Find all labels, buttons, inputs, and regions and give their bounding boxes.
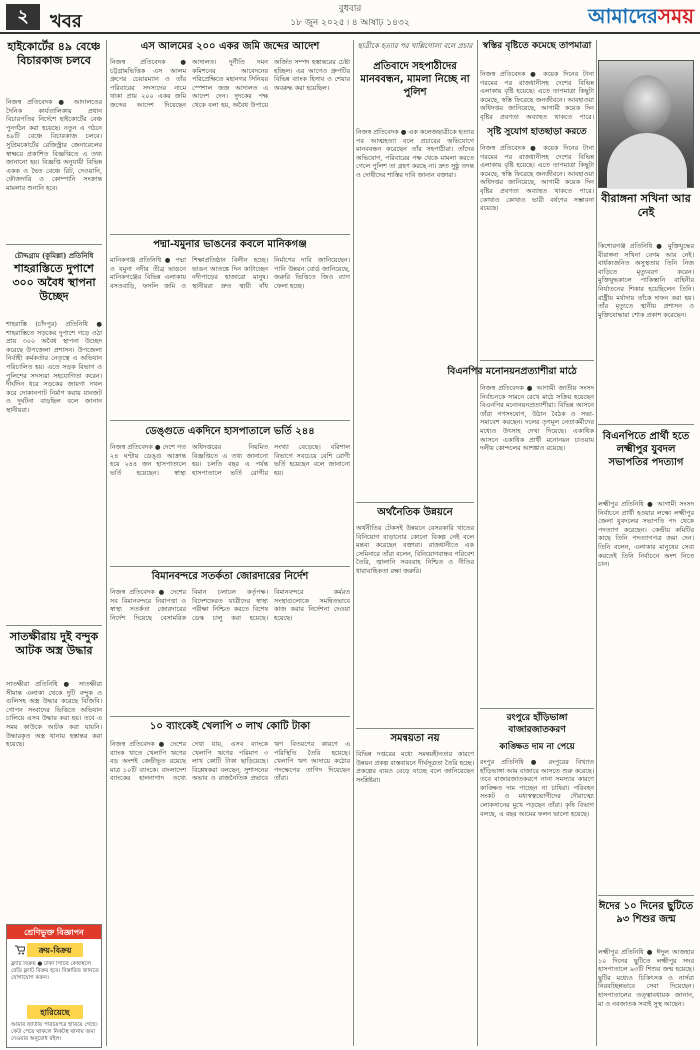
article-body: রংপুর প্রতিনিধি ● রংপুরের বিখ্যাত হাঁড়িভাঙ্গা আম বাজারে আসতে শুরু করেছে। তবে বাজারজাতকরণে নানা সমস্যার কারণে কাঙ্ক্ষিত দাম পাচ্ছেন না চাষিরা। পরিবহন সংকট ও মধ্যস্বত্বভোগীদের দৌরাত্ম্যে লোকসানের মুখে পড়ছেন তাঁরা। কৃষি বিভাগ বলছে, এ বছর আমের ফলন ভালো হয়েছে। xyxy=(480,758,594,818)
article-body: নিজস্ব প্রতিবেদক ● দেশের সব বিমানবন্দরে নিরাপত্তা ও স্বাস্থ্য সতর্কতা জোরদারের নির্দেশ দিয়েছে বেসামরিক বিমান চলাচল কর্তৃপক্ষ। বিদেশফেরত যাত্রীদের স্বাস্থ্য পরীক্ষা নিশ্চিত করতে বিশেষ ডেস্ক চালু করা হয়েছে। বিমানবন্দরে কর্মরত সংস্থাগুলোকে সমন্বিতভাবে কাজ করার নির্দেশনা দেওয়া হয়েছে। xyxy=(110,588,350,622)
section-title: খবর xyxy=(50,11,82,32)
classified-section-label: হারিয়েছে xyxy=(27,1005,83,1019)
divider xyxy=(480,360,594,361)
divider xyxy=(6,244,102,245)
divider xyxy=(356,502,474,503)
divider xyxy=(110,420,350,421)
article-body: কিশোরগঞ্জ প্রতিনিধি ● মুক্তিযুদ্ধের বীরাঙ্গনা সখিনা বেগম আর নেই। বার্ধক্যজনিত অসুস্থতায় তিনি নিজ বাড়িতে মৃত্যুবরণ করেন। মুক্তিযুদ্ধকালে পাকিস্তানি বাহিনীর নির্যাতনের শিকার হয়েছিলেন তিনি। রাষ্ট্রীয় মর্যাদায় তাঁকে দাফন করা হয়। তাঁর মৃত্যুতে স্থানীয় প্রশাসন ও মুক্তিযোদ্ধারা শোক প্রকাশ করেছেন। xyxy=(598,242,694,319)
article-headline[interactable]: হাইকোর্টের ৪৯ বেঞ্চে বিচারকাজ চলবে xyxy=(7,40,101,67)
article-headline[interactable]: স্বস্তির বৃষ্টিতে কমেছে তাপমাত্রা xyxy=(482,41,592,51)
article-body: লক্ষ্মীপুর প্রতিনিধি ● ঈদুল আজহার ১০ দিনের ছুটিতে লক্ষ্মীপুর সদর হাসপাতালে ৯৩টি শিশুর জন্ম হয়েছে। ছুটির মধ্যেও চিকিৎসক ও নার্সরা নিরবচ্ছিন্নভাবে সেবা দিয়েছেন। হাসপাতালের তত্ত্বাবধায়ক জানান, মা ও নবজাতক সবাই সুস্থ আছেন। xyxy=(598,948,694,1008)
classified-section-label: ক্রয়-বিক্রয় xyxy=(27,943,83,957)
article-headline[interactable]: বীরাঙ্গনা সখিনা আর নেই xyxy=(601,192,691,219)
date: ১৮ জুন ২০২৫ ৷ ৪ আষাঢ় ১৪৩২ xyxy=(290,18,410,28)
article-body: নিজস্ব প্রতিবেদক ● দেশের ব্যাংক খাতে খেলাপি ঋণের বড় অংশই কেন্দ্রীভূত রয়েছে মাত্র ১০টি ব্যাংকে। বাংলাদেশ ব্যাংকের হালনাগাদ তথ্যে দেখা যায়, এসব ব্যাংকে খেলাপি ঋণের পরিমাণ ৩ লাখ কোটি টাকা ছাড়িয়েছে। বিশ্লেষকরা বলছেন, সুশাসনের অভাব ও রাজনৈতিক প্রভাবে ঋণ বিতরণের কারণে এ পরিস্থিতি তৈরি হয়েছে। খেলাপি ঋণ আদায়ে কঠোর পদক্ষেপের তাগিদ দিয়েছেন তাঁরা। xyxy=(110,740,350,783)
article-headline[interactable]: ১০ ব্যাংকেই খেলাপি ৩ লাখ কোটি টাকা xyxy=(149,721,311,732)
column-divider xyxy=(477,40,478,1046)
article-body: নিজস্ব প্রতিবেদক ● এক কলেজছাত্রীকে হত্যার পর আত্মহত্যা বলে প্রচারের অভিযোগে মানববন্ধন করেছেন তাঁর সহপাঠীরা। তাঁদের অভিযোগ, পরিবারের পক্ষ থেকে মামলা করতে গেলে পুলিশ তা গ্রহণ করছে না। দ্রুত সুষ্ঠু তদন্ত ও দোষীদের শাস্তির দাবি জানান বক্তারা। xyxy=(356,128,474,179)
article-body: বিভিন্ন দপ্তরের মধ্যে সমন্বয়হীনতার কারণে উন্নয়ন প্রকল্প বাস্তবায়নে দীর্ঘসূত্রতা তৈরি হচ্ছে। প্রকল্পের ব্যয়ও বেড়ে যাচ্ছে বলে জানিয়েছেন সংশ্লিষ্টরা। xyxy=(356,750,474,784)
article-body: লক্ষ্মীপুর প্রতিনিধি ● আগামী সংসদ নির্বাচনে প্রার্থী হওয়ার লক্ষ্যে লক্ষ্মীপুর জেলা যুবদলের সভাপতি পদ থেকে পদত্যাগ করেছেন। কেন্দ্রীয় কমিটির কাছে তিনি পদত্যাগপত্র জমা দেন। তিনি বলেন, এলাকার মানুষের সেবা করতেই তিনি নির্বাচনে অংশ নিতে চান। xyxy=(598,500,694,569)
article-subheadline[interactable]: সৃষ্টি সুযোগ হাতছাড়া করতে xyxy=(487,127,587,137)
divider xyxy=(480,708,594,709)
classified-text: ফ্ল্যাট বিক্রয় ● ঢাকা সিটির কেন্দ্রস্থলে রেডি ফ্ল্যাট বিক্রয় হবে। বিস্তারিত জানতে যোগাযোগ করুন। xyxy=(11,961,99,982)
article-headline[interactable]: ডেঙ্গুতে একদিনে হাসপাতালে ভর্তি ২৪৪ xyxy=(145,426,315,437)
article-body: নিজস্ব প্রতিবেদক ● দেশে গত ২৪ ঘণ্টায় ডেঙ্গু আক্রান্ত হয়ে ২৪৪ জন হাসপাতালে ভর্তি হয়েছেন। স্বাস্থ্য অধিদপ্তরের নিয়মিত বিজ্ঞপ্তিতে এ তথ্য জানানো হয়। চলতি বছর এ পর্যন্ত হাসপাতালে ভর্তি রোগীর সংখ্যা বেড়েছে। বরিশাল বিভাগে সবচেয়ে বেশি রোগী ভর্তি হয়েছেন বলে জানানো হয়। xyxy=(110,443,350,477)
article-headline[interactable]: সাতক্ষীরায় দুই বন্দুক আটক অস্ত্র উদ্ধার xyxy=(9,630,99,657)
classified-ad-box xyxy=(6,924,102,1048)
article-headline[interactable]: ঈদের ১০ দিনের ছুটিতে ৯৩ শিশুর জন্ম xyxy=(598,901,694,925)
newspaper-logo[interactable] xyxy=(588,2,694,30)
dateline xyxy=(240,2,460,30)
logo-part-red: সময় xyxy=(657,4,694,28)
divider xyxy=(6,625,102,626)
divider xyxy=(110,234,350,235)
column-divider xyxy=(596,40,597,1046)
article-body: অর্থনীতির টেকসই উন্নয়নে বেসরকারি খাতের বিনিয়োগ বাড়ানোর কোনো বিকল্প নেই বলে মন্তব্য করেছেন বক্তারা। রাজধানীতে এক সেমিনারে তাঁরা বলেন, বিনিয়োগবান্ধব পরিবেশ তৈরি, জ্বালানি সরবরাহ নিশ্চিত ও নীতির ধারাবাহিকতা রক্ষা জরুরি। xyxy=(356,524,474,575)
classified-text: আমার জাতীয় পরিচয়পত্র হারিয়ে গেছে। কেউ পেয়ে থাকলে নিকটস্থ থানায় জমা দেওয়ার অনুরোধ রইল। xyxy=(11,1022,98,1043)
article-body: মানিকগঞ্জ প্রতিনিধি ● পদ্মা ও যমুনা নদীর তীব্র ভাঙনে মানিকগঞ্জের বিভিন্ন এলাকায় বসতবাড়ি, ফসলি জমি ও শিক্ষাপ্রতিষ্ঠান বিলীন হচ্ছে। ভাঙন আতঙ্কে দিন কাটাচ্ছেন নদীপাড়ের হাজারো মানুষ। স্থানীয়রা দ্রুত স্থায়ী বাঁধ নির্মাণের দাবি জানিয়েছেন। পানি উন্নয়ন বোর্ড জানিয়েছে, জরুরি ভিত্তিতে জিও ব্যাগ ফেলা হচ্ছে। xyxy=(110,256,350,290)
article-headline[interactable]: অর্থনৈতিক উন্নয়নে xyxy=(377,507,453,518)
obituary-photo xyxy=(598,60,694,188)
page-number: ২ xyxy=(6,4,40,30)
article-kicker: ছাত্রীকে হত্যার পর খাল্লিগোলা বলে প্রচার xyxy=(357,42,473,50)
divider xyxy=(598,424,694,425)
divider xyxy=(110,566,350,567)
article-body: সাতক্ষীরা প্রতিনিধি ● সাতক্ষীরা সীমান্ত এলাকা থেকে দুটি বন্দুক ও গুলিসহ অস্ত্র উদ্ধার করেছে বিজিবি। গোপন সংবাদের ভিত্তিতে অভিযান চালিয়ে এসব উদ্ধার করা হয়। তবে এ সময় কাউকে আটক করা যায়নি। উদ্ধারকৃত অস্ত্র থানায় হস্তান্তর করা হয়েছে। xyxy=(6,680,102,749)
divider xyxy=(598,895,694,896)
page-header xyxy=(0,0,700,34)
article-headline[interactable]: শাহরাস্তিতে দুপাশে ৩০০ অবৈধ স্থাপনা উচ্ছেদ xyxy=(12,262,96,303)
article-headline[interactable]: বিএনপির মনোনয়নপ্রত্যাশীরা মাঠে xyxy=(447,366,577,377)
article-headline[interactable]: সমন্বয়তা নয় xyxy=(390,733,440,744)
column-divider xyxy=(106,40,107,1046)
article-headline[interactable]: পদ্মা-যমুনার ভাঙনের কবলে মানিকগঞ্জ xyxy=(153,239,307,250)
article-body: নিজস্ব প্রতিবেদক ● কয়েক দিনের টানা গরমের পর রাজধানীসহ দেশের বিভিন্ন এলাকায় বৃষ্টি হয়েছে। এতে তাপমাত্রা কিছুটা কমেছে, স্বস্তি ফিরেছে জনজীবনে। আবহাওয়া অধিদপ্তর জানিয়েছে, আগামী কয়েক দিন বৃষ্টির প্রবণতা অব্যাহত থাকতে পারে। কোথাও কোথাও ভারী বর্ষণের সম্ভাবনা রয়েছে। xyxy=(480,144,594,213)
article-headline[interactable]: বিমানবন্দরে সতর্কতা জোরদারের নির্দেশ xyxy=(151,571,309,582)
article-headline[interactable]: প্রতিবাদে সহপাঠীদের মানববন্ধন, মামলা নিচ্ছে না পুলিশ xyxy=(360,61,470,98)
logo-part-blue: আমাদের xyxy=(588,4,658,28)
article-subheadline[interactable]: কাঙ্ক্ষিত দাম না পেয়ে xyxy=(499,742,575,752)
article-headline[interactable]: রংপুরে হাঁড়িভাঙ্গা বাজারজাতকরণ xyxy=(506,713,568,735)
article-body: নিজস্ব প্রতিবেদক ● আদালতের দৈনিক কার্যতালিকায় প্রধান বিচারপতির নির্দেশে হাইকোর্টের বেঞ্চ পুনর্গঠন করা হয়েছে। নতুন এ গঠনে ৪৯টি বেঞ্চে বিচারকাজ চলবে। সুপ্রিমকোর্টের রেজিস্ট্রার জেনারেলের স্বাক্ষরে প্রকাশিত বিজ্ঞপ্তিতে এ তথ্য জানানো হয়। বিজ্ঞপ্তি অনুযায়ী বিভিন্ন একক ও দ্বৈত বেঞ্চে রিট, দেওয়ানি, ফৌজদারি ও কোম্পানি সংক্রান্ত মামলার শুনানি হবে। xyxy=(6,98,102,192)
article-headline[interactable]: এস আলমের ২০০ একর জমি জব্দের আদেশ xyxy=(140,41,320,52)
article-body: নিজস্ব প্রতিবেদক ● চট্টগ্রামভিত্তিক এস আলম গ্রুপের চেয়ারম্যান ও তাঁর পরিবারের সদস্যদের নামে থাকা প্রায় ২০০ একর জমি জব্দের আদেশ দিয়েছেন আদালত। দুর্নীতি দমন কমিশনের আবেদনের পরিপ্রেক্ষিতে মহানগর সিনিয়র স্পেশাল জজ আদালত এ আদেশ দেন। দুদকের পক্ষ থেকে বলা হয়, অবৈধ উপায়ে অর্জিত সম্পদ হস্তান্তরের চেষ্টা হচ্ছিল। এর আগেও গ্রুপটির বিভিন্ন ব্যাংক হিসাব ও শেয়ার অবরুদ্ধ করা হয়েছিল। xyxy=(110,58,350,109)
article-kicker: চৌদ্দগ্রাম (কুমিল্লা) প্রতিনিধি xyxy=(14,251,94,260)
cart-icon xyxy=(15,945,25,955)
article-body: নিজস্ব প্রতিবেদক ● আগামী জাতীয় সংসদ নির্বাচনকে সামনে রেখে মাঠে সক্রিয় হয়েছেন বিএনপির মনোনয়নপ্রত্যাশীরা। বিভিন্ন আসনে তাঁরা গণসংযোগ, উঠান বৈঠক ও সভা-সমাবেশ করছেন। দলের তৃণমূল নেতাকর্মীদের মধ্যেও উৎসাহ দেখা দিয়েছে। একাধিক আসনে একাধিক প্রার্থী মনোনয়ন চাওয়ায় দলীয় কোন্দলের আশঙ্কাও রয়েছে। xyxy=(480,384,594,453)
article-body: নিজস্ব প্রতিবেদক ● কয়েক দিনের টানা গরমের পর রাজধানীসহ দেশের বিভিন্ন এলাকায় বৃষ্টি হয়েছে। এতে তাপমাত্রা কিছুটা কমেছে, স্বস্তি ফিরেছে জনজীবনে। আবহাওয়া অধিদপ্তর জানিয়েছে, আগামী কয়েক দিন বৃষ্টির প্রবণতা অব্যাহত থাকতে পারে। xyxy=(480,70,594,121)
classified-title: শ্রেণিভুক্ত বিজ্ঞাপন xyxy=(7,925,101,939)
divider xyxy=(356,728,474,729)
article-headline[interactable]: বিএনপিতে প্রার্থী হতে লক্ষ্মীপুর যুবদল সভাপতির পদত্যাগ xyxy=(602,431,690,468)
article-body: শাহরাস্তি (চাঁদপুর) প্রতিনিধি ● শাহরাস্তিতে সড়কের দুপাশে গড়ে ওঠা প্রায় ৩০০ অবৈধ স্থাপনা উচ্ছেদ করেছে উপজেলা প্রশাসন। উপজেলা নির্বাহী কর্মকর্তার নেতৃত্বে এ অভিযান পরিচালিত হয়। এতে সড়ক বিভাগ ও পুলিশের সদস্যরা সহযোগিতা করেন। দীর্ঘদিন ধরে সড়কের জায়গা দখল করে দোকানপাট নির্মাণ করায় যানজট ও দুর্ঘটনা বাড়ছিল বলে জানান স্থানীয়রা। xyxy=(6,320,102,414)
weekday: বুধবার xyxy=(338,4,362,14)
divider xyxy=(110,716,350,717)
column-divider xyxy=(353,40,354,1046)
